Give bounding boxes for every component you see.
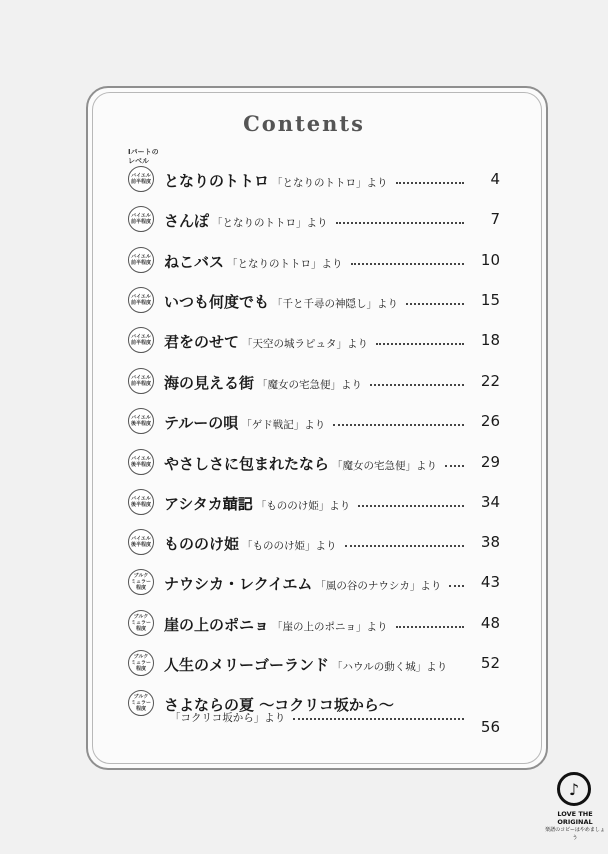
song-title — [164, 251, 343, 272]
level-badge-text: 前半程度 — [130, 179, 151, 185]
level-badge — [128, 408, 154, 434]
level-badge-text: 程度 — [135, 666, 146, 672]
level-badge-text: ミュラー — [131, 700, 151, 706]
song-title — [164, 291, 398, 312]
level-badge — [128, 690, 154, 716]
song-title — [164, 493, 350, 515]
toc-entry — [0, 563, 608, 603]
toc-entry — [0, 483, 608, 523]
level-badge-text: ミュラー — [131, 620, 151, 626]
page-number: 10 — [480, 251, 500, 269]
level-badge-text: バイエル — [131, 334, 151, 340]
level-badge-text: バイエル — [131, 213, 151, 219]
page-number: 22 — [480, 372, 500, 390]
level-badge-text: ブルク — [133, 573, 149, 579]
song-source: 「ゲド戦記」より — [241, 419, 326, 431]
level-badge-text: 後半程度 — [130, 421, 151, 427]
level-badge-text: バイエル — [131, 456, 151, 462]
level-badge-text: バイエル — [131, 496, 151, 502]
song-name: いつも何度でも — [164, 293, 270, 311]
level-label-line-2: レベル — [128, 157, 149, 165]
song-title — [164, 654, 447, 675]
toc-entry — [0, 200, 608, 240]
toc-entry — [0, 241, 608, 281]
level-badge-text: 程度 — [135, 626, 146, 632]
level-badge — [128, 206, 154, 232]
level-badge-text: 前半程度 — [130, 381, 151, 387]
level-label-line-1: Iパートの — [128, 148, 159, 156]
level-badge-text: 前半程度 — [130, 260, 151, 266]
toc-entry — [0, 362, 608, 402]
page-number: 26 — [480, 412, 500, 430]
page-number: 38 — [480, 533, 500, 551]
song-name: もののけ姫 — [164, 535, 240, 553]
song-source: 「崖の上のポニョ」より — [272, 621, 388, 633]
level-badge — [128, 287, 154, 313]
song-source: 「千と千尋の神隠し」より — [272, 298, 399, 310]
song-title — [164, 453, 437, 474]
logo-title: LOVE THE ORIGINAL — [557, 810, 593, 826]
toc-entry — [0, 523, 608, 563]
toc-entry — [0, 321, 608, 361]
page-number: 34 — [480, 493, 500, 511]
level-badge-text: ブルク — [133, 694, 149, 700]
song-title — [164, 331, 368, 352]
level-badge-text: ブルク — [133, 614, 149, 620]
level-badge — [128, 166, 154, 192]
level-badge-text: ブルク — [133, 654, 149, 660]
page-number: 48 — [480, 614, 500, 632]
song-name: テルーの唄 — [164, 414, 239, 432]
page-number: 29 — [480, 453, 500, 471]
last-entry-source: 「コクリコ坂から」より — [170, 712, 286, 724]
song-name: 崖の上のポニョ — [164, 616, 270, 634]
level-badge-text: 程度 — [135, 706, 146, 712]
logo-text — [543, 810, 607, 842]
level-badge-text: 前半程度 — [130, 340, 151, 346]
toc-entry — [0, 604, 608, 644]
page-number: 15 — [480, 291, 500, 309]
level-badge — [128, 247, 154, 273]
leader-dots — [396, 616, 464, 628]
level-badge-text: ミュラー — [131, 660, 151, 666]
toc-entry — [0, 160, 608, 200]
level-badge-text: 前半程度 — [130, 300, 151, 306]
leader-dots — [345, 535, 464, 547]
level-badge — [128, 569, 154, 595]
level-badge — [128, 489, 154, 515]
song-name: ねこバス — [164, 253, 225, 271]
leader-dots — [358, 495, 464, 507]
level-badge-text: ミュラー — [131, 579, 151, 585]
leader-dots — [445, 455, 464, 467]
song-source: 「魔女の宅急便」より — [332, 460, 438, 472]
level-badge-text: 程度 — [135, 585, 146, 591]
song-name: やさしさに包まれたなら — [164, 455, 330, 473]
level-badge-text: バイエル — [131, 254, 151, 260]
song-title — [164, 412, 325, 433]
level-badge — [128, 610, 154, 636]
page-number: 52 — [480, 654, 500, 672]
song-name: さんぽ — [164, 212, 210, 230]
level-badge — [128, 449, 154, 475]
song-title — [164, 614, 388, 635]
leader-dots — [449, 575, 464, 587]
logo-glyph: ♪ — [568, 779, 580, 799]
page-number: 18 — [480, 331, 500, 349]
level-badge-text: 後半程度 — [130, 462, 151, 468]
song-name: となりのトトロ — [164, 172, 270, 190]
level-badge-text: 後半程度 — [130, 542, 151, 548]
level-badge-text: バイエル — [131, 173, 151, 179]
toc-entry — [0, 281, 608, 321]
level-badge-text: バイエル — [131, 375, 151, 381]
page-number: 7 — [490, 210, 500, 228]
leader-dots — [370, 374, 464, 386]
page-number: 43 — [480, 573, 500, 591]
leader-dots — [351, 253, 464, 265]
song-source: 「ハウルの動く城」より — [332, 661, 448, 673]
song-name: ナウシカ・レクイエム — [164, 575, 313, 593]
level-badge-text: バイエル — [131, 415, 151, 421]
song-source: 「天空の城ラピュタ」より — [242, 338, 369, 350]
song-title — [164, 210, 328, 231]
music-note-icon — [557, 772, 591, 806]
song-name: 海の見える街 — [164, 374, 255, 392]
song-source: 「風の谷のナウシカ」より — [315, 580, 442, 592]
logo-subtitle: 楽譜のコピーはやめましょう — [545, 827, 605, 841]
level-badge — [128, 529, 154, 555]
song-source: 「もののけ姫」より — [255, 500, 351, 512]
level-badge — [128, 327, 154, 353]
song-name: さよならの夏 ～コクリコ坂から～ — [164, 696, 394, 714]
song-title — [164, 533, 337, 554]
toc-entry — [0, 402, 608, 442]
page-number: 56 — [480, 718, 500, 736]
level-badge — [128, 368, 154, 394]
leader-dots — [293, 708, 464, 720]
toc-entry — [0, 443, 608, 483]
song-name: アシタカ𦻙記 — [164, 495, 253, 513]
level-badge-text: 後半程度 — [130, 502, 151, 508]
leader-dots — [376, 333, 464, 345]
song-name: 君をのせて — [164, 333, 240, 351]
leader-dots — [396, 172, 464, 184]
leader-dots — [406, 293, 464, 305]
love-the-original-logo — [543, 772, 603, 842]
leader-dots — [333, 414, 464, 426]
page-title: Contents — [243, 111, 365, 136]
page-number: 4 — [490, 170, 500, 188]
song-title — [164, 573, 441, 594]
song-title — [164, 372, 362, 393]
song-source: 「となりのトトロ」より — [227, 258, 343, 270]
song-source: 「となりのトトロ」より — [212, 217, 328, 229]
song-name: 人生のメリーゴーランド — [164, 656, 330, 674]
level-badge-text: 前半程度 — [130, 219, 151, 225]
song-source: 「となりのトトロ」より — [272, 177, 388, 189]
song-source: 「魔女の宅急便」より — [257, 379, 363, 391]
level-badge-text: バイエル — [131, 294, 151, 300]
song-source: 「もののけ姫」より — [242, 540, 337, 552]
level-badge — [128, 650, 154, 676]
leader-dots — [336, 212, 464, 224]
song-title — [164, 170, 388, 191]
toc-entry — [0, 644, 608, 684]
level-badge-text: バイエル — [131, 536, 151, 542]
